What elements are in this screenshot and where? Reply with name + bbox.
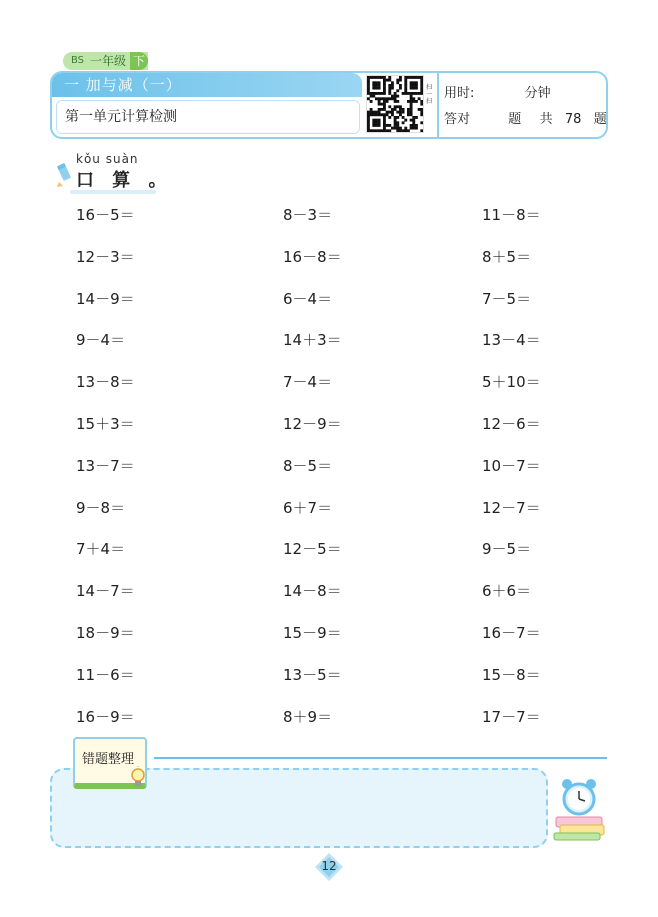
problem-item: 17－7＝ [482,707,541,726]
grade-tag [63,52,148,70]
problem-item: 12－7＝ [482,498,541,517]
problem-item: 13－7＝ [76,456,135,475]
error-section-label: 错题整理 [82,752,135,767]
total-count: 78 [564,112,582,127]
page-subtitle: 第一单元计算检测 [56,100,360,134]
problem-item: 16－5＝ [76,206,135,224]
page-number: 12 [321,859,337,873]
problem-item: 18－9＝ [76,624,135,642]
alarm-clock-books-icon [552,775,608,845]
error-section-line [154,757,607,759]
problem-item: 13－5＝ [283,665,342,684]
problem-item: 15－8＝ [482,665,541,684]
pencil-icon [54,162,74,192]
problem-item: 14－7＝ [76,582,135,601]
problem-item: 12－6＝ [482,415,541,433]
problem-item: 6＋7＝ [283,498,333,517]
problem-item: 8－3＝ [283,206,333,224]
problem-item: 15－9＝ [283,624,342,642]
problem-item: 6＋6＝ [482,582,532,601]
lightbulb-icon [129,766,147,794]
time-unit: 分钟 [524,86,551,101]
semester-label: 下 [130,52,148,70]
score-row [444,108,607,127]
problem-item: 14＋3＝ [283,331,342,350]
problem-item: 12－3＝ [76,247,135,266]
publisher-code: BS [71,55,85,66]
section-pinyin: kǒu suàn [76,152,139,166]
problem-item: 11－8＝ [482,206,541,224]
unit-title: 一 加与减（一） [52,73,362,97]
problem-item: 10－7＝ [482,456,541,475]
problem-item: 12－5＝ [283,540,342,559]
problem-item: 6－4＝ [283,289,333,308]
qr-code-icon[interactable] [366,75,424,133]
problem-item: 14－9＝ [76,289,135,308]
problem-item: 9－4＝ [76,331,126,350]
problem-item: 7－5＝ [482,289,532,308]
problem-item: 5＋10＝ [482,373,541,392]
problem-item: 14－8＝ [283,582,342,601]
total-unit: 题 [593,112,607,127]
correct-label: 答对 [444,112,471,127]
ti-label: 题 [508,112,522,127]
problem-item: 7－4＝ [283,373,333,392]
problem-item: 13－4＝ [482,331,541,350]
problem-item: 8＋5＝ [482,247,532,266]
problem-item: 16－7＝ [482,624,541,642]
section-title: 口 算 。 [76,170,173,191]
problem-item: 16－9＝ [76,707,135,726]
grade-label: 一年级 [90,54,127,68]
header-divider [437,73,439,137]
scan-label: 扫一扫 [426,84,433,105]
problem-item: 8－5＝ [283,456,333,475]
problem-item: 12－9＝ [283,415,342,433]
problem-item: 9－5＝ [482,540,532,559]
time-row [444,82,551,101]
problem-item: 9－8＝ [76,498,126,517]
time-label: 用时: [444,86,475,101]
problem-item: 16－8＝ [283,247,342,266]
problem-item: 7＋4＝ [76,540,126,559]
problem-item: 13－8＝ [76,373,135,392]
problem-item: 15＋3＝ [76,415,135,433]
total-label: 共 [539,112,553,127]
problem-item: 11－6＝ [76,665,135,684]
problem-item: 8＋9＝ [283,707,333,726]
